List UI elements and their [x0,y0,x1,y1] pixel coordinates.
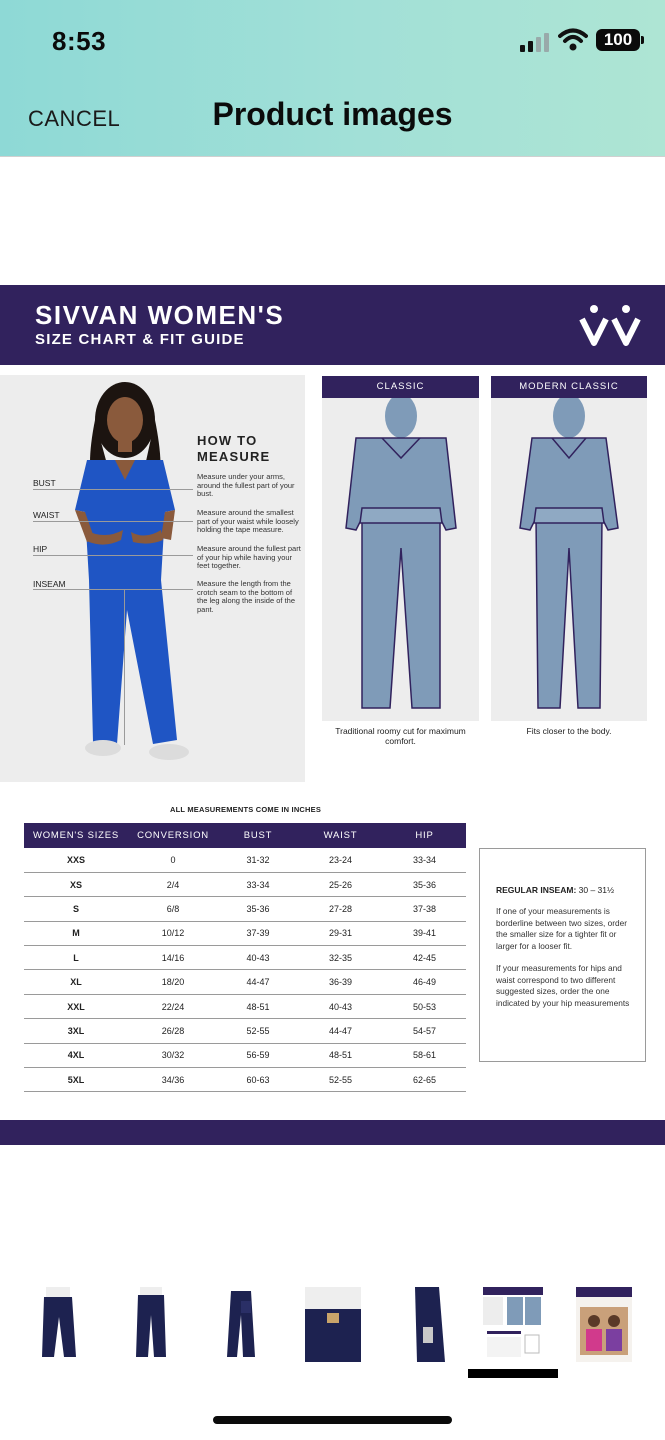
brand-title: SIVVAN WOMEN'S [35,300,285,330]
conversion-cell: 30/32 [128,1043,218,1067]
modern-classic-fit-caption: Fits closer to the body. [526,726,612,736]
size-cell: XXS [24,848,128,872]
header-womens-sizes: WOMEN'S SIZES [24,823,128,848]
waist-cell: 40-43 [298,994,383,1018]
header-bar [0,0,665,157]
waist-cell: 32-35 [298,946,383,970]
thumbnail-4[interactable] [303,1287,363,1362]
hip-cell: 35-36 [383,872,466,896]
inseam-vertical-line [124,590,125,745]
regular-inseam-value: 30 – 31½ [578,885,615,895]
thumbnail-3[interactable] [213,1287,273,1362]
cancel-button[interactable]: CANCEL [28,106,121,131]
bust-cell: 44-47 [218,970,298,994]
size-cell: XXL [24,994,128,1018]
header-hip: HIP [383,823,466,848]
bust-cell: 52-55 [218,1019,298,1043]
conversion-cell: 22/24 [128,994,218,1018]
conversion-cell: 34/36 [128,1068,218,1092]
bust-cell: 35-36 [218,897,298,921]
brand-subtitle: SIZE CHART & FIT GUIDE [35,331,245,348]
waist-cell: 27-28 [298,897,383,921]
bust-line [33,489,193,490]
table-row [24,897,466,921]
size-chart-footer-band [0,1120,665,1145]
conversion-cell: 18/20 [128,970,218,994]
bust-cell: 40-43 [218,946,298,970]
header-bust: BUST [218,823,298,848]
inseam-description: Measure the length from the crotch seam to the bottom of the leg along the inside of the pant. [197,579,295,614]
classic-fit-header: CLASSIC [322,376,479,398]
battery-icon: 100 [596,29,640,51]
modern-classic-fit-figure [504,398,634,721]
table-row [24,1043,466,1067]
conversion-cell: 0 [128,848,218,872]
hip-cell: 42-45 [383,946,466,970]
hip-cell: 33-34 [383,848,466,872]
header-waist: WAIST [298,823,383,848]
header-conversion: CONVERSION [128,823,218,848]
classic-fit-figure [336,398,466,721]
waist-cell: 52-55 [298,1068,383,1092]
status-time: 8:53 [52,26,107,56]
size-table-header [24,823,466,848]
conversion-cell: 2/4 [128,872,218,896]
table-row [24,848,466,872]
waist-cell: 29-31 [298,921,383,945]
page-title: Product images [212,96,453,132]
size-cell: XS [24,872,128,896]
hip-line [33,555,193,556]
size-cell: 5XL [24,1068,128,1092]
table-row [24,1019,466,1043]
inseam-label: INSEAM [33,579,66,589]
size-cell: 4XL [24,1043,128,1067]
classic-fit-caption: Traditional roomy cut for maximum comfort. [335,726,466,746]
hip-cell: 58-61 [383,1043,466,1067]
bust-label: BUST [33,478,56,488]
bust-cell: 37-39 [218,921,298,945]
thumbnail-2[interactable] [122,1287,182,1362]
cellular-signal-icon [520,32,552,52]
bust-description: Measure under your arms, around the fullest part of your bust. [197,472,295,499]
size-cell: 3XL [24,1019,128,1043]
conversion-cell: 14/16 [128,946,218,970]
hip-cell: 50-53 [383,994,466,1018]
waist-cell: 44-47 [298,1019,383,1043]
conversion-cell: 6/8 [128,897,218,921]
brand-logo-icon [578,303,642,347]
hip-cell: 37-38 [383,897,466,921]
hip-label: HIP [33,544,48,554]
battery-tip [641,36,644,44]
borderline-note: If one of your measurements is borderline between two sizes, order the smaller size for a tighter fit or larger for a looser fit. [496,906,627,951]
hip-cell: 46-49 [383,970,466,994]
how-to-measure-title: HOW TO MEASURE [197,433,271,464]
waist-cell: 36-39 [298,970,383,994]
selected-thumbnail-indicator [468,1369,558,1378]
waist-cell: 48-51 [298,1043,383,1067]
table-row [24,921,466,945]
bust-cell: 48-51 [218,994,298,1018]
waist-cell: 23-24 [298,848,383,872]
table-row [24,994,466,1018]
size-cell: S [24,897,128,921]
regular-inseam-label: REGULAR INSEAM: [496,885,577,895]
measurement-units-note: ALL MEASUREMENTS COME IN INCHES [170,805,322,814]
table-row [24,1068,466,1092]
table-row [24,970,466,994]
size-table [24,823,466,1092]
inseam-line [33,589,193,590]
thumbnail-5[interactable] [395,1287,455,1362]
hip-cell: 62-65 [383,1068,466,1092]
size-cell: L [24,946,128,970]
conversion-cell: 26/28 [128,1019,218,1043]
hip-description: Measure around the fullest part of your hip while having your feet together. [197,544,301,571]
thumbnail-6-size-chart[interactable] [483,1287,543,1362]
waist-description: Measure around the smallest part of your waist while loosely holding the tape measure. [197,508,299,535]
header-divider [0,156,665,157]
waist-line [33,521,193,522]
size-cell: XL [24,970,128,994]
bust-cell: 33-34 [218,872,298,896]
conversion-cell: 10/12 [128,921,218,945]
size-cell: M [24,921,128,945]
hip-waist-note: If your measurements for hips and waist correspond to two different suggested sizes, order the one indicated by your hip measurements [496,963,630,1008]
table-row [24,946,466,970]
bust-cell: 31-32 [218,848,298,872]
thumbnail-7[interactable] [576,1287,632,1362]
hip-cell: 39-41 [383,921,466,945]
bust-cell: 60-63 [218,1068,298,1092]
waist-cell: 25-26 [298,872,383,896]
home-indicator[interactable] [213,1416,452,1424]
hip-cell: 54-57 [383,1019,466,1043]
fit-notes-box [479,848,646,1062]
table-row [24,872,466,896]
thumbnail-1[interactable] [32,1287,92,1362]
regular-inseam [496,885,633,895]
bust-cell: 56-59 [218,1043,298,1067]
modern-classic-fit-header: MODERN CLASSIC [491,376,647,398]
waist-label: WAIST [33,510,60,520]
wifi-icon [558,28,588,52]
